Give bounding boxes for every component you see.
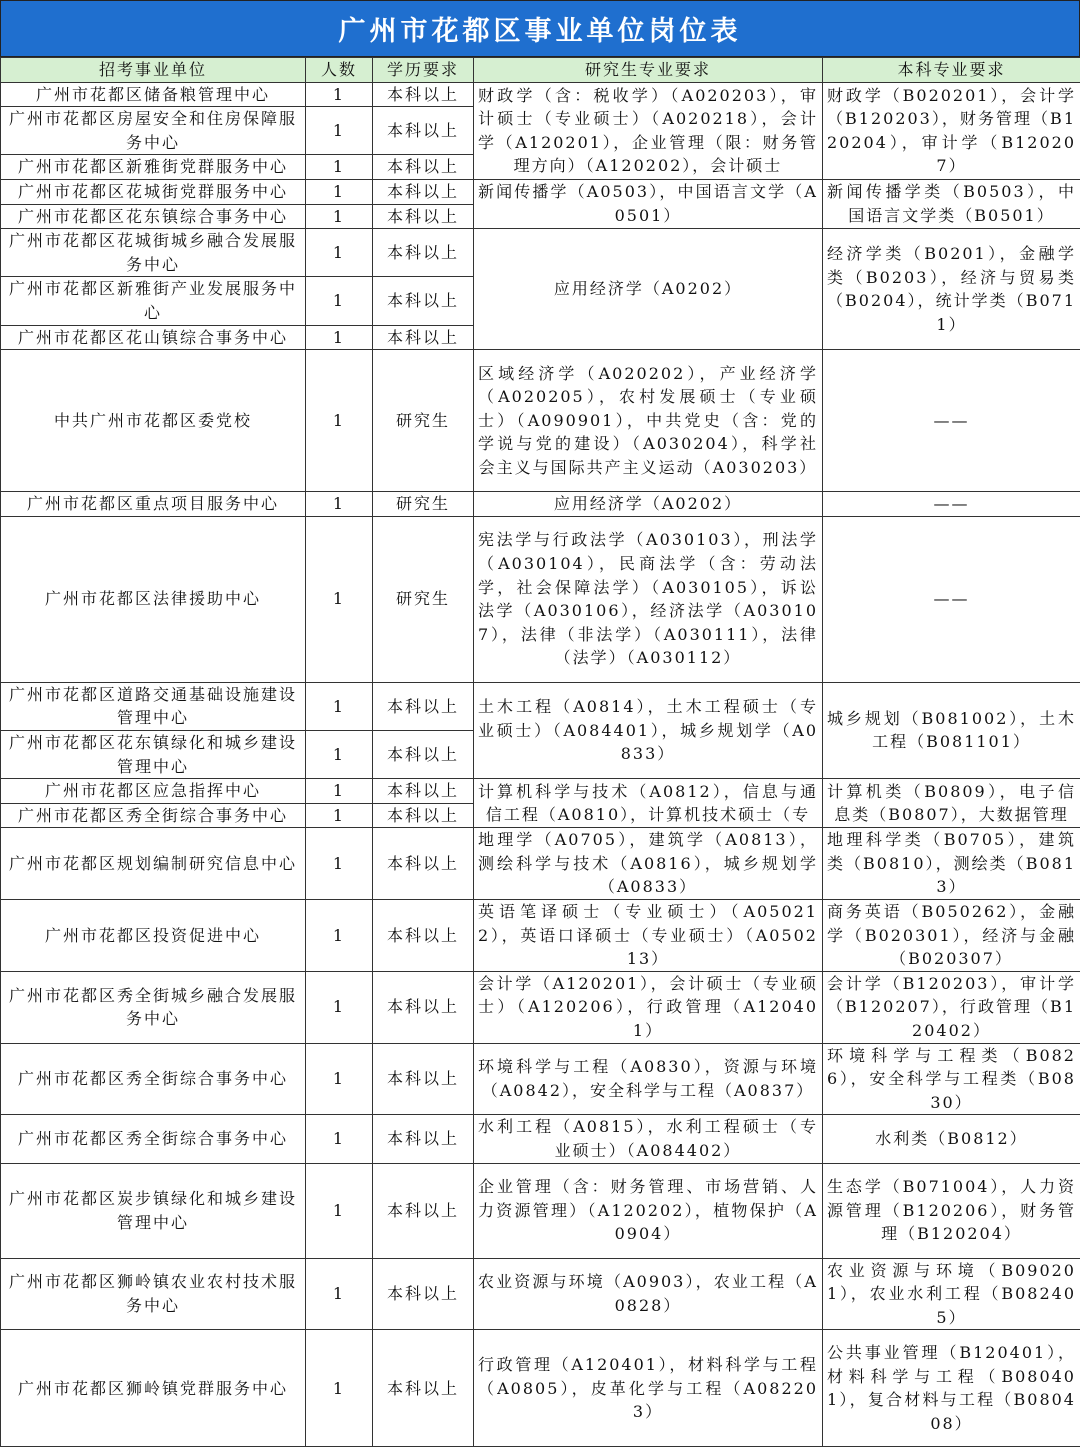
unit-cell: 广州市花都区新雅街党群服务中心 xyxy=(1,155,306,180)
unit-cell: 广州市花都区狮岭镇农业农村技术服务中心 xyxy=(1,1258,306,1330)
ug-req-cell: 农业资源与环境（B090201），农业水利工程（B082405） xyxy=(823,1258,1080,1330)
unit-cell: 广州市花都区投资促进中心 xyxy=(1,900,306,972)
table-row xyxy=(1,350,1080,492)
unit-cell: 广州市花都区秀全街综合事务中心 xyxy=(1,803,306,828)
ug-req-cell: 财政学（B020201），会计学（B120203），财务管理（B120204），审计学（B120207） xyxy=(823,82,1080,179)
table-row xyxy=(1,1115,1080,1163)
count-cell: 1 xyxy=(306,828,373,900)
edu-cell: 本科以上 xyxy=(373,107,474,155)
table-header-row xyxy=(1,58,1080,83)
edu-cell: 本科以上 xyxy=(373,155,474,180)
count-cell: 1 xyxy=(306,107,373,155)
unit-cell: 广州市花都区新雅街产业发展服务中心 xyxy=(1,277,306,325)
unit-cell: 广州市花都区花东镇综合事务中心 xyxy=(1,204,306,229)
table-row xyxy=(1,971,1080,1043)
unit-cell: 广州市花都区秀全街综合事务中心 xyxy=(1,1115,306,1163)
unit-cell: 广州市花都区炭步镇绿化和城乡建设管理中心 xyxy=(1,1163,306,1258)
count-cell: 1 xyxy=(306,1115,373,1163)
edu-cell: 本科以上 xyxy=(373,730,474,778)
unit-cell: 广州市花都区道路交通基础设施建设管理中心 xyxy=(1,682,306,730)
ug-req-cell: 会计学（B120203），审计学（B120207），行政管理（B120402） xyxy=(823,971,1080,1043)
table-row xyxy=(1,1163,1080,1258)
table-row xyxy=(1,1330,1080,1447)
edu-cell: 本科以上 xyxy=(373,1258,474,1330)
count-cell: 1 xyxy=(306,155,373,180)
unit-cell: 广州市花都区应急指挥中心 xyxy=(1,779,306,804)
edu-cell: 本科以上 xyxy=(373,971,474,1043)
header-count: 人数 xyxy=(306,58,373,83)
table-row xyxy=(1,779,1080,804)
edu-cell: 本科以上 xyxy=(373,1115,474,1163)
count-cell: 1 xyxy=(306,1043,373,1115)
header-unit: 招考事业单位 xyxy=(1,58,306,83)
count-cell: 1 xyxy=(306,1258,373,1330)
edu-cell: 本科以上 xyxy=(373,229,474,277)
edu-cell: 本科以上 xyxy=(373,1330,474,1447)
edu-cell: 本科以上 xyxy=(373,1043,474,1115)
unit-cell: 广州市花都区秀全街综合事务中心 xyxy=(1,1043,306,1115)
ug-req-cell: —— xyxy=(823,350,1080,492)
edu-cell: 本科以上 xyxy=(373,179,474,204)
grad-req-cell: 会计学（A120201），会计硕士（专业硕士）（A120206），行政管理（A120401） xyxy=(474,971,823,1043)
grad-req-cell: 应用经济学（A0202） xyxy=(474,229,823,350)
ug-req-cell: 地理科学类（B0705），建筑类（B0810），测绘类（B0813） xyxy=(823,828,1080,900)
grad-req-cell: 区域经济学（A020202），产业经济学（A020205），农村发展硕士（专业硕士）（A090901），中共党史（含：党的学说与党的建设）（A030204），科学社会主义与国际共产主义运动（A030203） xyxy=(474,350,823,492)
grad-req-cell: 应用经济学（A0202） xyxy=(474,492,823,517)
table-row xyxy=(1,682,1080,730)
table-row xyxy=(1,229,1080,277)
unit-cell: 广州市花都区规划编制研究信息中心 xyxy=(1,828,306,900)
header-grad: 研究生专业要求 xyxy=(474,58,823,83)
ug-req-cell: 城乡规划（B081002），土木工程（B081101） xyxy=(823,682,1080,778)
count-cell: 1 xyxy=(306,803,373,828)
unit-cell: 广州市花都区花城街党群服务中心 xyxy=(1,179,306,204)
grad-req-cell: 土木工程（A0814），土木工程硕士（专业硕士）（A084401），城乡规划学（A0833） xyxy=(474,682,823,778)
grad-req-cell: 计算机科学与技术（A0812），信息与通信工程（A0810），计算机技术硕士（专 xyxy=(474,779,823,828)
unit-cell: 广州市花都区重点项目服务中心 xyxy=(1,492,306,517)
table-row xyxy=(1,82,1080,107)
count-cell: 1 xyxy=(306,900,373,972)
positions-table xyxy=(0,57,1080,1447)
ug-req-cell: 生态学（B071004），人力资源管理（B120206），财务管理（B120204） xyxy=(823,1163,1080,1258)
unit-cell: 广州市花都区花东镇绿化和城乡建设管理中心 xyxy=(1,730,306,778)
unit-cell: 广州市花都区法律援助中心 xyxy=(1,516,306,682)
page-title: 广州市花都区事业单位岗位表 xyxy=(0,0,1080,57)
ug-req-cell: 公共事业管理（B120401），材料科学与工程（B080401），复合材料与工程（B080408） xyxy=(823,1330,1080,1447)
ug-req-cell: 水利类（B0812） xyxy=(823,1115,1080,1163)
count-cell: 1 xyxy=(306,179,373,204)
unit-cell: 广州市花都区花城街城乡融合发展服务中心 xyxy=(1,229,306,277)
edu-cell: 本科以上 xyxy=(373,828,474,900)
grad-req-cell: 新闻传播学（A0503），中国语言文学（A0501） xyxy=(474,179,823,228)
ug-req-cell: 环境科学与工程类（B0826），安全科学与工程类（B0830） xyxy=(823,1043,1080,1115)
count-cell: 1 xyxy=(306,229,373,277)
grad-req-cell: 环境科学与工程（A0830），资源与环境（A0842），安全科学与工程（A0837） xyxy=(474,1043,823,1115)
edu-cell: 本科以上 xyxy=(373,682,474,730)
unit-cell: 广州市花都区秀全街城乡融合发展服务中心 xyxy=(1,971,306,1043)
grad-req-cell: 宪法学与行政法学（A030103），刑法学（A030104），民商法学（含：劳动法学，社会保障法学）（A030105），诉讼法学（A030106），经济法学（A030107），法律（非法学）（A030111），法律（法学）（A030112） xyxy=(474,516,823,682)
count-cell: 1 xyxy=(306,1163,373,1258)
ug-req-cell: 计算机类（B0809），电子信息类（B0807），大数据管理 xyxy=(823,779,1080,828)
count-cell: 1 xyxy=(306,516,373,682)
edu-cell: 研究生 xyxy=(373,350,474,492)
count-cell: 1 xyxy=(306,277,373,325)
table-row xyxy=(1,516,1080,682)
ug-req-cell: 商务英语（B050262），金融学（B020301），经济与金融（B020307） xyxy=(823,900,1080,972)
unit-cell: 广州市花都区狮岭镇党群服务中心 xyxy=(1,1330,306,1447)
edu-cell: 本科以上 xyxy=(373,803,474,828)
grad-req-cell: 行政管理（A120401），材料科学与工程（A0805），皮革化学与工程（A082203） xyxy=(474,1330,823,1447)
grad-req-cell: 地理学（A0705），建筑学（A0813），测绘科学与技术（A0816），城乡规划学（A0833） xyxy=(474,828,823,900)
edu-cell: 本科以上 xyxy=(373,1163,474,1258)
table-row xyxy=(1,1043,1080,1115)
ug-req-cell: —— xyxy=(823,492,1080,517)
ug-req-cell: —— xyxy=(823,516,1080,682)
grad-req-cell: 水利工程（A0815），水利工程硕士（专业硕士）（A084402） xyxy=(474,1115,823,1163)
table-row xyxy=(1,179,1080,204)
edu-cell: 本科以上 xyxy=(373,204,474,229)
count-cell: 1 xyxy=(306,779,373,804)
count-cell: 1 xyxy=(306,1330,373,1447)
edu-cell: 本科以上 xyxy=(373,779,474,804)
table-row xyxy=(1,1258,1080,1330)
ug-req-cell: 新闻传播学类（B0503），中国语言文学类（B0501） xyxy=(823,179,1080,228)
unit-cell: 广州市花都区房屋安全和住房保障服务中心 xyxy=(1,107,306,155)
count-cell: 1 xyxy=(306,350,373,492)
grad-req-cell: 农业资源与环境（A0903），农业工程（A0828） xyxy=(474,1258,823,1330)
unit-cell: 广州市花都区储备粮管理中心 xyxy=(1,82,306,107)
count-cell: 1 xyxy=(306,971,373,1043)
header-ug: 本科专业要求 xyxy=(823,58,1080,83)
grad-req-cell: 财政学（含：税收学）（A020203），审计硕士（专业硕士）（A020218），会计学（A120201），企业管理（限：财务管理方向）（A120202），会计硕士 xyxy=(474,82,823,179)
table-row xyxy=(1,492,1080,517)
count-cell: 1 xyxy=(306,492,373,517)
edu-cell: 本科以上 xyxy=(373,277,474,325)
count-cell: 1 xyxy=(306,204,373,229)
grad-req-cell: 英语笔译硕士（专业硕士）（A050212），英语口译硕士（专业硕士）（A050213） xyxy=(474,900,823,972)
edu-cell: 研究生 xyxy=(373,516,474,682)
table-row xyxy=(1,828,1080,900)
edu-cell: 本科以上 xyxy=(373,325,474,350)
unit-cell: 中共广州市花都区委党校 xyxy=(1,350,306,492)
header-edu: 学历要求 xyxy=(373,58,474,83)
grad-req-cell: 企业管理（含：财务管理、市场营销、人力资源管理）（A120202），植物保护（A0904） xyxy=(474,1163,823,1258)
count-cell: 1 xyxy=(306,82,373,107)
edu-cell: 本科以上 xyxy=(373,900,474,972)
edu-cell: 研究生 xyxy=(373,492,474,517)
count-cell: 1 xyxy=(306,730,373,778)
count-cell: 1 xyxy=(306,325,373,350)
count-cell: 1 xyxy=(306,682,373,730)
ug-req-cell: 经济学类（B0201），金融学类（B0203），经济与贸易类（B0204），统计学类（B0711） xyxy=(823,229,1080,350)
edu-cell: 本科以上 xyxy=(373,82,474,107)
unit-cell: 广州市花都区花山镇综合事务中心 xyxy=(1,325,306,350)
table-row xyxy=(1,900,1080,972)
